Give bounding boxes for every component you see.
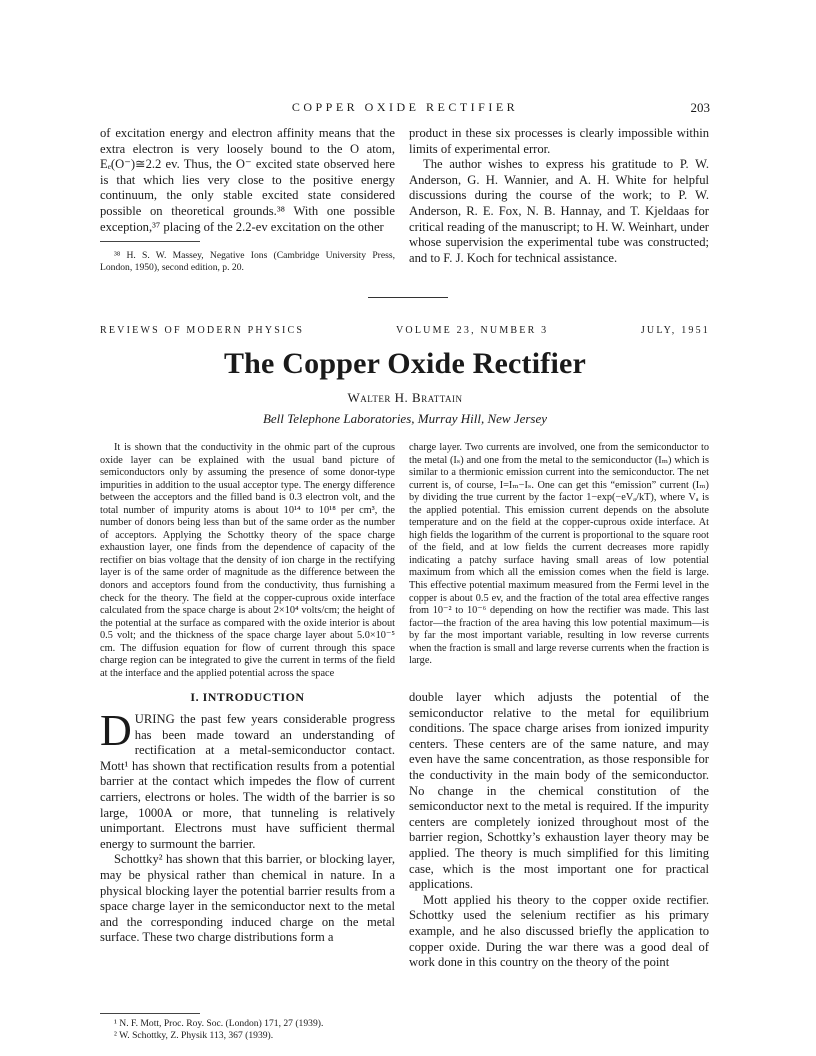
section-heading-introduction: I. INTRODUCTION — [190, 690, 305, 704]
intro-right-paragraph-1: double layer which adjusts the potential of the semiconductor relative to the metal for equilibrium conditions. The space charge arises from ionized impurity centers. These centers are of the same nature, and may even have the same concentration, as those responsible for the conductivity in the main body of the semiconductor. No change in the chemical constitution of the semiconductor next to the metal is required. If the impurity centers are completely ionized throughout most of the barrier region, Schottky’s exhaustion layer theory may be applied. The theory is much simplified for this limiting case, which is the most important one for practical applications. — [409, 690, 709, 892]
author-name: Walter H. Brattain — [347, 390, 463, 405]
intro-footnote-rule — [100, 1013, 200, 1014]
footnote-rule — [100, 241, 200, 242]
prev-article-left-column — [100, 126, 395, 235]
abstract-left-column — [100, 442, 395, 680]
running-head-title: COPPER OXIDE RECTIFIER — [291, 100, 519, 114]
prev-article-left-text: of excitation energy and electron affinity means that the extra electron is very loosely bound to the O atom, Eₑ(O⁻)≅2.2 ev. Thus, the O⁻ excited state observed here is that which lies very close to the positive energy continuum, the only stable excited state considered possible on theoretical grounds.³⁸ With one possible exception,³⁷ placing of the 2.2-ev excitation on the other — [100, 126, 395, 234]
page-number: 203 — [690, 100, 710, 115]
author-affiliation: Bell Telephone Laboratories, Murray Hill, New Jersey — [262, 411, 548, 426]
footnote-1: ¹ N. F. Mott, Proc. Roy. Soc. (London) 171, 27 (1939). — [114, 1018, 324, 1029]
abstract-left-text: It is shown that the conductivity in the ohmic part of the cuprous oxide layer can be explained with the usual band picture of semiconductors only by assuming the presence of some donor-type impurities in addition to the usual acceptor type. The energy difference between the acceptors and the filled band is 0.3 electron volt, and the total number of impurity atoms is about 10¹⁴ to 10¹⁸ per cm³, the number of donors being less than but of the same order as the number of acceptors. Applying the Schottky theory of the space charge exhaustion layer, one finds from the dependence of capacity of the rectifier on bias voltage that the density of ion charge in the rectifying layer is of the same order of magnitude as the difference between the donors and acceptors found from the conductivity, thus furnishing a check for the theory. The field at the copper-cuprous oxide interface calculated from the space charge is about 2×10⁴ volts/cm; the height of the potential at the surface as compared with the oxide interior is about 0.5 volt; and the thickness of the space charge layer about 5.0×10⁻⁵ cm. The diffusion equation for flow of current through this space charge region can be integrated to give the current in terms of the field at the interface and the applied potential across the space — [100, 442, 395, 679]
volume-number: VOLUME 23, NUMBER 3 — [396, 325, 549, 336]
intro-footnotes — [100, 1018, 395, 1042]
prev-article-right-p1: product in these six processes is clearly impossible within limits of experimental error. — [409, 126, 709, 156]
abstract-right-text: charge layer. Two currents are involved, one from the semiconductor to the metal (Iₛ) and one from the metal to the semiconductor (Iₘ) which is similar to a thermionic emission current into the semiconductor. The net current is, of course, I=Iₘ−Iₛ. One can get this “emission” current (Iₘ) by dividing the true current by the factor 1−exp(−eVₐ/kT), where Vₐ is the applied potential. This emission current depends on the absolute temperature and on the field at the copper-cuprous oxide interface. At high fields the logarithm of the current is proportional to the square root of the field, and at low fields the current decreases more rapidly indicating a patchy surface having small areas of low potential maximum from which all the emission comes when the field is large. This effective potential maximum measured from the Fermi level in the copper is about 0.5 ev, and the fraction of the total area effective ranges from 10⁻² to 10⁻⁶ depending on how the rectifier was made. This last factor—the fraction of the area having this low potential maximum—is by far the most important variable, resulting in low reverse currents when the fraction is small and large reverse currents when the fraction is large. — [409, 442, 709, 667]
intro-paragraph-2: Schottky² has shown that this barrier, or blocking layer, may be physical rather than chemical in nature. In a physical blocking layer the potential barrier results from a space charge layer in the semiconductor next to the metal and the corresponding induced charge on the metal surface. These two charge distributions form a — [100, 852, 395, 945]
article-end-rule — [368, 297, 448, 298]
intro-left-column — [100, 706, 395, 946]
prev-article-footnote — [100, 250, 395, 274]
footnote-2: ² W. Schottky, Z. Physik 113, 367 (1939). — [114, 1030, 274, 1041]
article-title: The Copper Oxide Rectifier — [223, 347, 587, 380]
intro-p1-text: URING the past few years considerable progress has been made toward an understanding of rectification at a metal-semiconductor contact. Mott¹ has shown that rectification results from a potential barrier at the contact which impedes the flow of current carriers, electrons or holes. The width of the barrier is so large, 1000A or more, that tunneling is relatively unimportant. Electrons must have sufficient thermal energy to surmount the barrier. — [100, 712, 395, 851]
intro-right-paragraph-2: Mott applied his theory to the copper oxide rectifier. Schottky used the selenium rectifier as his primary example, and he also discussed briefly the application to copper oxide. During the war there was a good deal of work done in this country on the theory of the point — [409, 892, 709, 970]
prev-article-right-column — [409, 126, 709, 266]
issue-date: JULY, 1951 — [640, 325, 710, 336]
abstract-right-column — [409, 442, 709, 668]
journal-name: REVIEWS OF MODERN PHYSICS — [100, 325, 305, 336]
intro-right-column — [409, 690, 709, 971]
drop-cap: D — [100, 706, 132, 755]
intro-paragraph-1 — [100, 706, 395, 852]
footnote-38: ³⁸ H. S. W. Massey, Negative Ions (Cambridge University Press, London, 1950), second edition, p. 20. — [100, 250, 395, 273]
acknowledgment: The author wishes to express his gratitude to P. W. Anderson, G. H. Wannier, and A. H. White for helpful discussions during the course of the work; to P. W. Anderson, R. E. Fox, N. B. Hannay, and T. Kjeldaas for critical reading of the manuscript; to H. W. Weinhart, under whose supervision the experimental tube was constructed; and to F. J. Koch for technical assistance. — [409, 157, 709, 265]
